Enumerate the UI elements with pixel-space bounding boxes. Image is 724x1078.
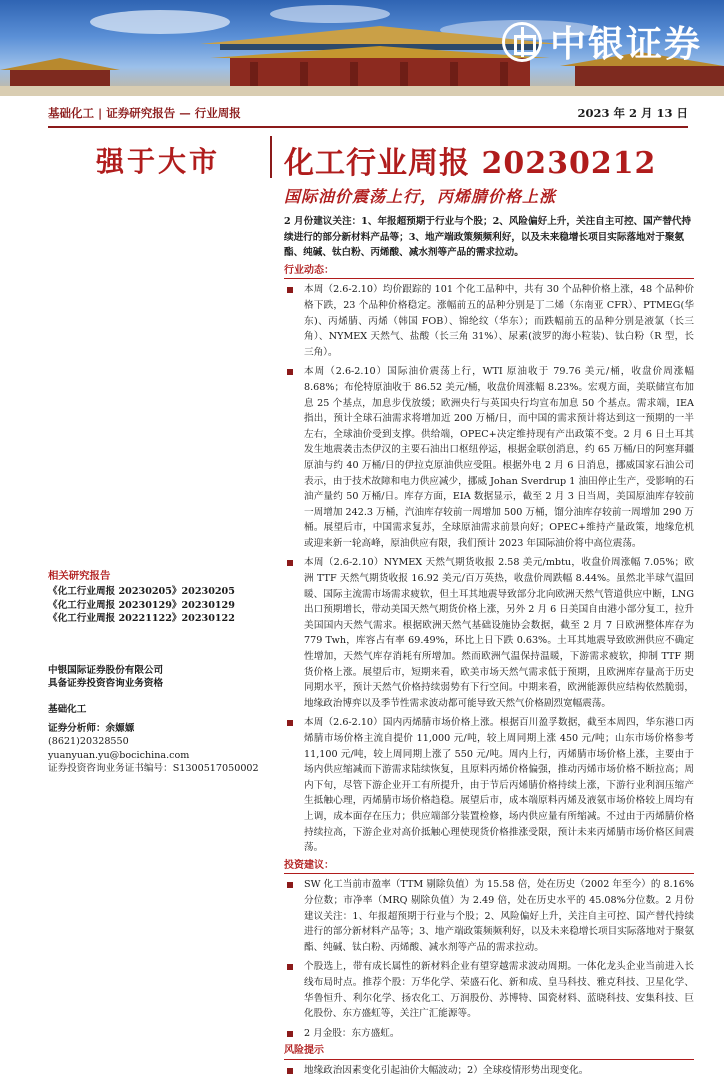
- page-title: 化工行业周报 20230212: [284, 146, 657, 181]
- report-category: 基础化工 | 证券研究报告 — 行业周报: [48, 106, 241, 120]
- list-item: 2 月金股：东方盛虹。: [284, 1026, 694, 1042]
- lead-paragraph: 2 月份建议关注：1、年报超预期于行业与个股；2、风险偏好上升，关注自主可控、国产替代持续进行的部分新材料产品等；3、地产端政策频频利好，以及未来稳增长项目实际落地对于聚氨酯、纯碱、钛白粉、丙烯酸、减水剂等产品的需求拉动。: [284, 216, 692, 259]
- risk-list: [284, 1063, 694, 1078]
- boc-logo-icon: [502, 22, 542, 62]
- analyst-name: 证券分析师：余嫄嫄: [48, 723, 135, 734]
- section-heading-dynamics: 行业动态：: [284, 263, 694, 280]
- analyst-phone: (8621)20328550: [48, 736, 129, 748]
- section-heading-advice: 投资建议：: [284, 858, 694, 875]
- org-qualification: 具备证券投资咨询业务资格: [48, 678, 164, 690]
- page-subtitle: 国际油价震荡上行，丙烯腈价格上涨: [284, 187, 557, 206]
- related-heading: 相关研究报告: [48, 570, 111, 582]
- report-date: 2023 年 2 月 13 日: [577, 106, 688, 120]
- analyst-email[interactable]: yuanyuan.yu@bocichina.com: [48, 749, 190, 761]
- title-divider: [270, 136, 272, 178]
- brand-name: 中银证券: [549, 24, 702, 65]
- dynamics-list: [284, 282, 694, 855]
- advice-list: [284, 877, 694, 1041]
- list-item: SW 化工当前市盈率（TTM 剔除负值）为 15.58 倍，处在历史（2002 年至今）的 8.16% 分位数；市净率（MRQ 剔除负值）为 2.49 倍，处在历史水平的 45.08%分位数。2 月份建议关注：1、年报超预期于行业与个股；2、风险偏好上升，关注自主可控、国产替代持续进行的部分新材料产品等；3、地产端政策频频利好，以及未来稳增长项目实际落地对于聚氨酯、纯碱、钛白粉、丙烯酸、减水剂等产品的需求拉动。: [284, 877, 694, 955]
- report-body: [284, 214, 694, 1078]
- analyst-info: [48, 722, 263, 776]
- list-item: 本周（2.6-2.10）国际油价震荡上行，WTI 原油收于 79.76 美元/桶，收盘价周涨幅 8.68%；布伦特原油收于 86.52 美元/桶，收盘价周涨幅 8.23%。宏观方面，美联储宣布加息 25 个基点，加息步伐放缓；欧洲央行与英国央行均宣布加息 50 个基点。需求端，IEA 指出，预计全球石油需求将增加近 200 万桶/日，而中国的需求预计将达到这一预期的一半左右，全球油价受到支撑。供给端，OPEC+决定维持现有产出政策不变。2 月 6 日土耳其发生地震袭击杰伊汉的主要石油出口枢纽停运，根据金联创消息，约 65 万桶/日的阿塞拜疆原油与约 40 万桶/日的伊拉克原油供应受阻。根据外电 2 月 6 日消息，挪威国家石油公司表示，由于技术故障和电力供应减少，挪威 Johan Sverdrup 1 油田停止生产，受影响的石油产量约 50 万桶/日。库存方面，EIA 数据显示，截至 2 月 3 日当周，美国原油库存较前一周增加 242.3 万桶，汽油库存较前一周增加 500 万桶，馏分油库存较前一周增加 290 万桶。展望后市，中国需求复苏，全球原油需求前景向好；OPEC+维持产量政策，地缘危机或迎来新一轮高峰，原油供应有限，我们预计 2023 年国际油价将中高位震荡。: [284, 364, 694, 551]
- related-report-link[interactable]: 《化工行业周报 20230205》20230205: [48, 586, 235, 598]
- department-label: 基础化工: [48, 704, 87, 715]
- header-banner: [0, 0, 724, 96]
- list-item: 地缘政治因素变化引起油价大幅波动；2）全球疫情形势出现变化。: [284, 1063, 694, 1078]
- rating-label: 强于大市: [96, 145, 221, 178]
- list-item: 本周（2.6-2.10）国内丙烯腈市场价格上涨。根据百川盈孚数据，截至本周四，华东港口丙烯腈市场价格主流自提价 11,000 元/吨，较上周同期上涨 450 元/吨；山东市场价格参考 11,100 元/吨，较上周同期上涨了 550 元/吨。周内上行，丙烯腈市场价格上涨，主要由于场内供应缩减而下游需求陆续恢复，且原料丙烯价格偏强，推动丙烯市场价格不断拉高；周内下旬，尽管下游企业开工有所提升，由于节后丙烯腈价格持续上涨，下游行业利润压缩产生抵触心理，丙烯腈市场价格趋稳。展望后市，成本端原料丙烯及液氨市场价格较上周均有上调，成本面存在压力；供应端部分装置检修，场内供应量有所缩减。不过由于丙烯腈价格持续拉高，下游企业对高价抵触心理使现货价格推涨受限，预计未来丙烯腈市场价格区间震荡。: [284, 715, 694, 855]
- list-item: 个股选上，带有成长属性的新材料企业有望穿越需求波动周期。一体化龙头企业当前进入长线布局时点。推荐个股：万华化学、荣盛石化、新和成、皇马科技、雅克科技、卫星化学、华鲁恒升、利尔化学、扬农化工、万润股份、苏博特、国瓷材料、蓝晓科技、安集科技、巨化股份、东方盛虹等，关注广汇能源等。: [284, 959, 694, 1021]
- report-meta: [48, 105, 688, 123]
- analyst-license: 证券投资咨询业务证书编号：S1300517050002: [48, 763, 259, 775]
- related-report-link[interactable]: 《化工行业周报 20221122》20230122: [48, 613, 235, 625]
- org-name: 中银国际证券股份有限公司: [48, 665, 164, 676]
- header-rule: [48, 126, 688, 128]
- list-item: 本周（2.6-2.10）NYMEX 天然气期货收报 2.58 美元/mbtu，收盘价周涨幅 7.05%；欧洲 TTF 天然气期货收报 16.92 美元/百万英热，收盘价周跌幅 8.44%。虽然北半球气温回暖、国际主流需市场需求疲软，但土耳其地震导致部分北向欧洲天然气管道供应中断，LNG 出口预期增长，带动美国天然气期货价格上涨，另外 2 月 6 日美国自由港小部分复工，拉升美国国内天然气需求。根据欧洲天然气基础设施协会数据，截至 2 月 7 日欧洲整体库存为 779 Twh，库容占有率 69.49%，环比上日下跌 0.63%。土耳其地震导致欧洲供应不确定性增加，天然气库存消耗有所增加。然而欧洲气温保持温暖，下游需求疲软，抑制 TTF 期货价格上涨。展望后市，短期来看，欧美市场天然气需求低于预期，且欧洲库存量高于历史同期水平，预计天然气价格持续弱势有下行空间。中期来看，欧洲能源供应结构依然脆弱，地缘政治博弈以及季节性需求波动都可能导致天然气价格剧烈宽幅震荡。: [284, 555, 694, 711]
- related-reports: [48, 570, 263, 626]
- organization-info: [48, 664, 263, 691]
- section-heading-risk: 风险提示: [284, 1043, 694, 1060]
- list-item: 本周（2.6-2.10）均价跟踪的 101 个化工品种中，共有 30 个品种价格上涨，48 个品种价格下跌，23 个品种价格稳定。涨幅前五的品种分别是丁二烯（东南亚 CFR）、PTMEG(华东)、丙烯腈、丙烯（韩国 FOB）、锦纶纹（华东）；而跌幅前五的品种分别是液氯（长三角）、NYMEX 天然气、盐酸（长三角 31%）、尿素(波罗的海小粒装)、钛白粉（R 型，长三角）。: [284, 282, 694, 360]
- related-report-link[interactable]: 《化工行业周报 20230129》20230129: [48, 599, 235, 611]
- brand-logo: [502, 16, 702, 67]
